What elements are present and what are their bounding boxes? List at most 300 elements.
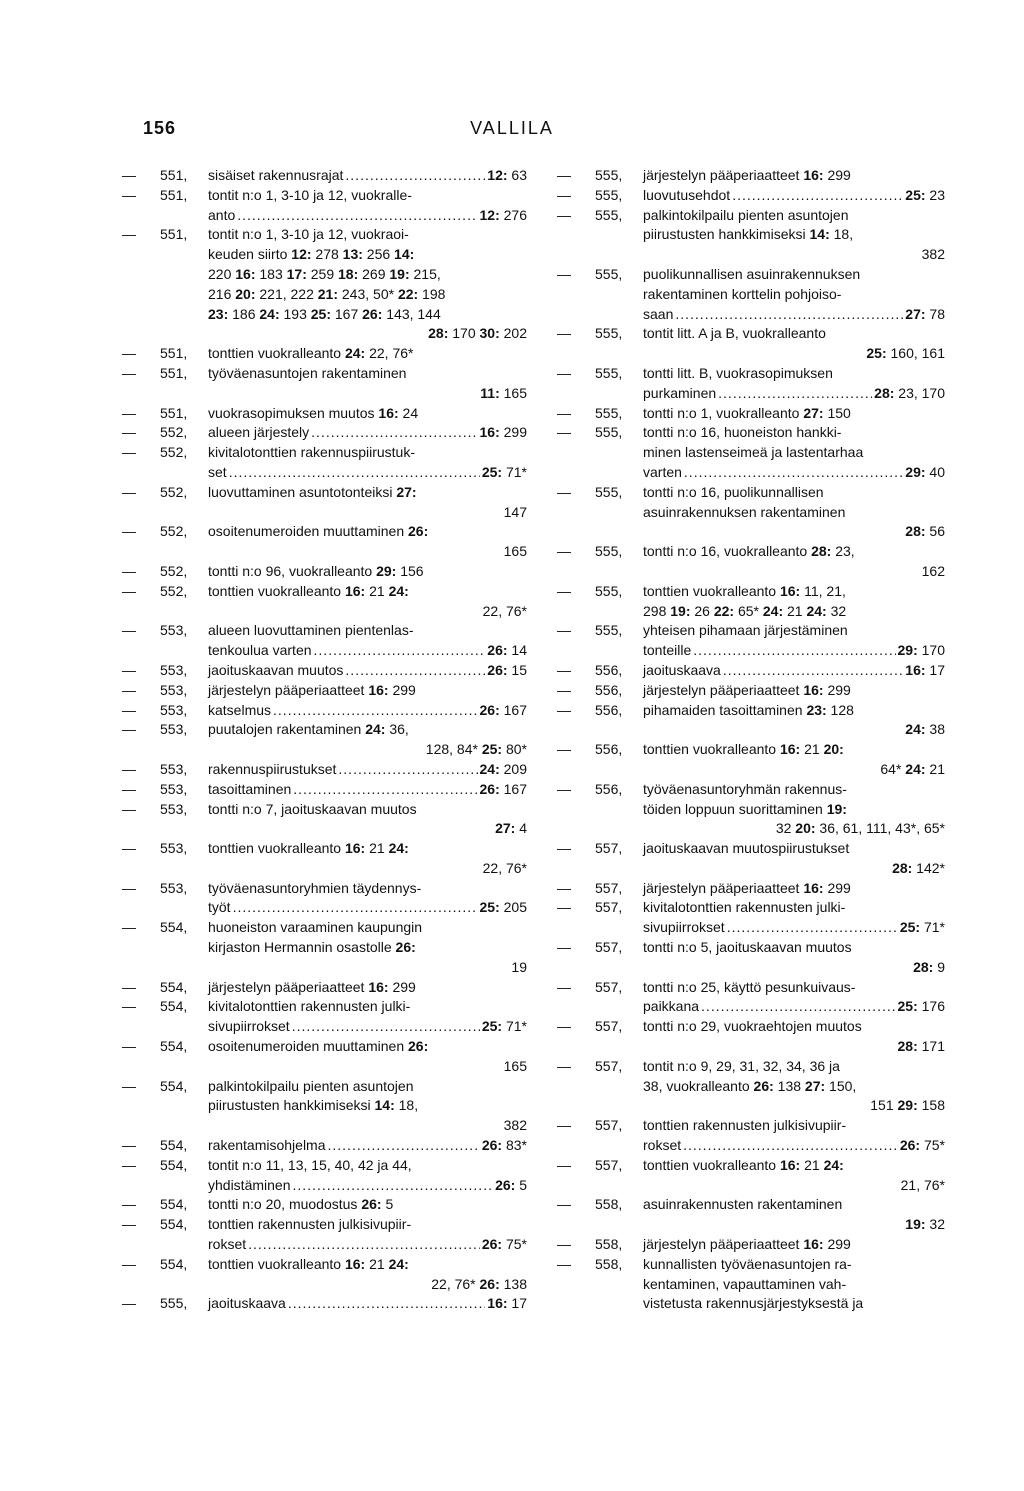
entry-line	[122, 186, 527, 206]
leader-dots	[345, 166, 485, 186]
page-reference: 26: 5	[495, 1176, 527, 1193]
entry-number: — 557,	[557, 1117, 623, 1134]
entry-text: luovutusehdot	[643, 186, 731, 203]
entry-line	[557, 1096, 945, 1116]
page-reference: 26: 75*	[481, 1236, 527, 1253]
index-entry	[122, 760, 527, 780]
index-entry	[122, 404, 527, 424]
index-entry	[557, 839, 945, 879]
entry-text: minen lastenseimeä ja lastentarhaa	[643, 444, 864, 461]
entry-text: 220 16: 183 17: 259 18: 269 19: 215,	[208, 265, 441, 282]
entry-line	[122, 1195, 527, 1215]
page-reference: 28: 171	[897, 1038, 945, 1055]
entry-number: — 557,	[557, 899, 623, 916]
entry-text: jaoituskaavan muutos	[208, 661, 344, 678]
page-reference: 12: 276	[479, 206, 527, 223]
page-reference: 25: 71*	[899, 919, 945, 936]
page-reference: 28: 23, 170	[874, 384, 945, 401]
entry-number: — 554,	[122, 1216, 188, 1233]
entry-number: — 552,	[122, 582, 188, 599]
index-entry	[122, 1037, 527, 1077]
page-reference: 16: 299	[479, 424, 527, 441]
entry-text: kivitalotonttien rakennusten julki-	[208, 998, 411, 1015]
entry-line	[557, 879, 945, 899]
entry-number: — 554,	[122, 998, 188, 1015]
index-entry	[557, 701, 945, 741]
entry-number: — 558,	[557, 1236, 623, 1253]
entry-number: — 555,	[557, 325, 623, 342]
entry-text: jaoituskaava	[208, 1295, 286, 1312]
entry-text: 38, vuokralleanto 26: 138 27: 150,	[643, 1077, 857, 1094]
entry-line	[122, 839, 527, 859]
entry-text: rakentaminen korttelin pohjoiso-	[643, 285, 842, 302]
leader-dots	[273, 701, 477, 721]
entry-text: tonttien vuokralleanto 16: 21 24:	[208, 582, 409, 599]
running-title: VALLILA	[470, 118, 554, 138]
entry-text: luovuttaminen asuntotonteiksi 27:	[208, 483, 417, 500]
entry-line	[557, 1057, 945, 1077]
entry-text: palkintokilpailu pienten asuntojen	[643, 206, 849, 223]
entry-line	[557, 621, 945, 641]
entry-text: 216 20: 221, 222 21: 243, 50* 22: 198	[208, 285, 446, 302]
page-reference: 165	[503, 1057, 527, 1074]
leader-dots	[293, 1176, 494, 1196]
entry-number: — 556,	[557, 681, 623, 698]
entry-line	[122, 898, 527, 918]
page-reference: 24: 209	[479, 760, 527, 777]
entry-number: — 554,	[122, 1255, 188, 1272]
page-reference: 16: 17	[487, 1295, 527, 1312]
entry-number: — 555,	[557, 483, 623, 500]
page-reference: 26: 75*	[899, 1137, 945, 1154]
entry-line	[122, 404, 527, 424]
entry-text: järjestelyn pääperiaatteet 16: 299	[643, 681, 851, 698]
entry-line	[122, 542, 527, 562]
index-entry	[557, 938, 945, 978]
index-entry	[122, 918, 527, 977]
entry-line	[557, 859, 945, 879]
entry-number: — 551,	[122, 364, 188, 381]
index-entry	[122, 1255, 527, 1295]
index-entry	[557, 1235, 945, 1255]
entry-line	[122, 364, 527, 384]
entry-number: — 553,	[122, 721, 188, 738]
entry-line	[557, 839, 945, 859]
entry-number: — 552,	[122, 424, 188, 441]
entry-line	[122, 879, 527, 899]
leader-dots	[229, 463, 480, 483]
entry-text: kivitalotonttien rakennuspiirustuk-	[208, 444, 415, 461]
entry-line	[557, 997, 945, 1017]
entry-line	[122, 760, 527, 780]
leader-dots	[684, 463, 903, 483]
entry-line	[557, 898, 945, 918]
index-entry	[557, 483, 945, 542]
entry-text: pihamaiden tasoittaminen 23: 128	[643, 701, 854, 718]
entry-text: jaoituskaavan muutospiirustukset	[643, 840, 850, 857]
entry-line	[122, 602, 527, 622]
page-reference: 21, 76*	[900, 1176, 945, 1193]
entry-text: puutalojen rakentaminen 24: 36,	[208, 721, 409, 738]
entry-line	[557, 186, 945, 206]
entry-number: — 555,	[122, 1295, 188, 1312]
entry-number: — 556,	[557, 780, 623, 797]
index-entry	[557, 1156, 945, 1196]
entry-number: — 557,	[557, 840, 623, 857]
entry-line	[557, 661, 945, 681]
index-entry	[557, 404, 945, 424]
entry-text: järjestelyn pääperiaatteet 16: 299	[208, 978, 416, 995]
entry-line	[122, 344, 527, 364]
page-reference: 25: 176	[897, 998, 945, 1015]
entry-number: — 557,	[557, 879, 623, 896]
index-entry	[557, 978, 945, 1018]
entry-text: piirustusten hankkimiseksi 14: 18,	[643, 226, 854, 243]
entry-line	[557, 166, 945, 186]
entry-number: — 555,	[557, 206, 623, 223]
entry-text: asuinrakennusten rakentaminen	[643, 1196, 843, 1213]
entry-text: työväenasuntojen rakentaminen	[208, 364, 407, 381]
entry-number: — 554,	[122, 1137, 188, 1154]
entry-line	[122, 1235, 527, 1255]
page-reference: 128, 84* 25: 80*	[425, 741, 527, 758]
index-entry	[122, 661, 527, 681]
entry-line	[557, 938, 945, 958]
leader-dots	[292, 1017, 480, 1037]
entry-line	[122, 1077, 527, 1097]
entry-text: tonteille	[643, 642, 692, 659]
index-entry	[122, 1215, 527, 1255]
entry-line	[557, 681, 945, 701]
index-entry	[122, 720, 527, 760]
entry-line	[557, 542, 945, 562]
entry-text: piirustusten hankkimiseksi 14: 18,	[208, 1097, 419, 1114]
page-reference: 27: 78	[905, 305, 945, 322]
entry-line	[557, 918, 945, 938]
index-entry	[122, 1195, 527, 1215]
page-reference: 12: 63	[487, 167, 527, 183]
entry-text: tonttien vuokralleanto 16: 11, 21,	[643, 582, 846, 599]
entry-line	[122, 800, 527, 820]
page-reference: 29: 40	[905, 463, 945, 480]
entry-text: tonttien vuokralleanto 16: 21 20:	[643, 741, 844, 758]
entry-line	[122, 265, 527, 285]
entry-text: työväenasuntoryhmien täydennys-	[208, 879, 422, 896]
index-entry	[557, 898, 945, 938]
entry-text: asuinrakennuksen rakentaminen	[643, 503, 846, 520]
entry-line	[557, 562, 945, 582]
entry-number: — 555,	[557, 622, 623, 639]
entry-line	[122, 859, 527, 879]
entry-text: tontti n:o 7, jaoituskaavan muutos	[208, 800, 417, 817]
entry-text: työt	[208, 899, 231, 916]
entry-line	[122, 1037, 527, 1057]
page-reference: 25: 71*	[481, 463, 527, 480]
page-reference: 26: 167	[479, 701, 527, 718]
index-entry	[122, 681, 527, 701]
index-entry	[557, 206, 945, 265]
entry-line	[557, 344, 945, 364]
entry-number: — 557,	[557, 1057, 623, 1074]
entry-text: kentaminen, vapauttaminen vah-	[643, 1275, 847, 1292]
index-entry	[557, 186, 945, 206]
entry-text: varten	[643, 463, 682, 480]
entry-text: tontit n:o 11, 13, 15, 40, 42 ja 44,	[208, 1156, 412, 1173]
entry-text: alueen luovuttaminen pientenlas-	[208, 622, 414, 639]
entry-text: vuokrasopimuksen muutos 16: 24	[208, 404, 419, 421]
entry-text: puolikunnallisen asuinrakennuksen	[643, 265, 861, 282]
entry-line	[122, 1176, 527, 1196]
entry-text: paikkana	[643, 998, 700, 1015]
entry-text: järjestelyn pääperiaatteet 16: 299	[643, 1236, 851, 1253]
index-entry	[122, 1077, 527, 1136]
entry-number: — 557,	[557, 1018, 623, 1035]
entry-text: keuden siirto 12: 278 13: 256 14:	[208, 246, 415, 263]
entry-number: — 551,	[122, 226, 188, 243]
entry-line	[122, 1255, 527, 1275]
index-entry	[122, 582, 527, 622]
entry-line	[122, 1096, 527, 1116]
leader-dots	[718, 384, 872, 404]
entry-line	[557, 1275, 945, 1295]
entry-text: sisäiset rakennusrajat	[208, 167, 344, 183]
entry-text: kivitalotonttien rakennusten julki-	[643, 899, 846, 916]
entry-number: — 553,	[122, 681, 188, 698]
entry-line	[557, 720, 945, 740]
page-reference: 26: 15	[487, 661, 527, 678]
entry-line	[122, 463, 527, 483]
index-entry	[557, 1057, 945, 1116]
page-reference: 162	[921, 562, 945, 579]
index-entry	[557, 740, 945, 780]
entry-number: — 558,	[557, 1196, 623, 1213]
leader-dots	[338, 760, 477, 780]
entry-line	[122, 503, 527, 523]
page-reference: 19: 32	[905, 1216, 945, 1233]
page-reference: 22, 76*	[482, 602, 527, 619]
entry-text: tontit n:o 1, 3-10 ja 12, vuokralle-	[208, 186, 412, 203]
entry-line	[122, 1017, 527, 1037]
entry-text: tontti n:o 29, vuokraehtojen muutos	[643, 1018, 862, 1035]
entry-text: tonttien vuokralleanto 16: 21 24:	[643, 1156, 844, 1173]
index-entry	[557, 681, 945, 701]
entry-line	[122, 1215, 527, 1235]
entry-line	[122, 324, 527, 344]
page-reference: 22, 76*	[482, 859, 527, 876]
entry-number: — 553,	[122, 701, 188, 718]
entry-text: työväenasuntoryhmän rakennus-	[643, 780, 847, 797]
entry-text: rokset	[208, 1236, 247, 1253]
index-entry	[122, 800, 527, 840]
entry-line	[122, 661, 527, 681]
entry-text: palkintokilpailu pienten asuntojen	[208, 1077, 414, 1094]
page-reference: 28: 56	[905, 523, 945, 540]
entry-line	[122, 819, 527, 839]
entry-line	[122, 1156, 527, 1176]
entry-number: — 554,	[122, 919, 188, 936]
index-entry	[122, 562, 527, 582]
entry-number: — 553,	[122, 879, 188, 896]
index-entry	[557, 1116, 945, 1156]
entry-number: — 556,	[557, 661, 623, 678]
index-entry	[557, 780, 945, 839]
index-entry	[557, 542, 945, 582]
leader-dots	[237, 206, 477, 226]
entry-line	[557, 701, 945, 721]
index-entry	[557, 423, 945, 482]
entry-text: tontit litt. A ja B, vuokralleanto	[643, 325, 826, 342]
entry-text: tontti n:o 20, muodostus 26: 5	[208, 1196, 394, 1213]
entry-number: — 554,	[122, 1077, 188, 1094]
leader-dots	[693, 641, 895, 661]
entry-number: — 553,	[122, 661, 188, 678]
entry-text: kirjaston Hermannin osastolle 26:	[208, 939, 416, 956]
entry-line	[557, 324, 945, 344]
entry-text: rakennuspiirustukset	[208, 760, 337, 777]
entry-line	[122, 938, 527, 958]
entry-line	[122, 384, 527, 404]
entry-text: yhteisen pihamaan järjestäminen	[643, 622, 848, 639]
entry-line	[557, 522, 945, 542]
index-entry	[122, 443, 527, 483]
entry-line	[122, 997, 527, 1017]
entry-number: — 557,	[557, 1156, 623, 1173]
entry-line	[557, 641, 945, 661]
entry-text: järjestelyn pääperiaatteet 16: 299	[643, 879, 851, 896]
entry-text: tontti n:o 96, vuokralleanto 29: 156	[208, 562, 424, 579]
page-reference: 64* 24: 21	[880, 760, 945, 777]
entry-line	[122, 740, 527, 760]
entry-text: tonttien vuokralleanto 16: 21 24:	[208, 840, 409, 857]
index-entry	[122, 879, 527, 919]
entry-text: set	[208, 463, 227, 480]
page-reference: 28: 170 30: 202	[428, 325, 527, 342]
entry-line	[122, 423, 527, 443]
entry-text: vistetusta rakennusjärjestyksestä ja	[643, 1295, 864, 1312]
entry-number: — 558,	[557, 1255, 623, 1272]
entry-text: tontti n:o 1, vuokralleanto 27: 150	[643, 404, 851, 421]
page-reference: 151 29: 158	[870, 1097, 945, 1114]
entry-line	[557, 285, 945, 305]
entry-line	[122, 1057, 527, 1077]
entry-text: osoitenumeroiden muuttaminen 26:	[208, 1038, 429, 1055]
entry-line	[557, 423, 945, 443]
entry-text: katselmus	[208, 701, 272, 718]
entry-number: — 553,	[122, 780, 188, 797]
entry-text: saan	[643, 305, 674, 322]
entry-text: jaoituskaava	[643, 661, 721, 678]
entry-text: tontit n:o 9, 29, 31, 32, 34, 36 ja	[643, 1057, 840, 1074]
entry-number: — 553,	[122, 840, 188, 857]
entry-line	[122, 245, 527, 265]
index-column-right	[557, 166, 945, 1314]
entry-line	[122, 1275, 527, 1295]
leader-dots	[701, 997, 895, 1017]
entry-line	[557, 978, 945, 998]
entry-line	[122, 305, 527, 325]
leader-dots	[732, 186, 903, 206]
entry-line	[122, 1294, 527, 1314]
entry-line	[557, 1077, 945, 1097]
entry-line	[557, 245, 945, 265]
entry-line	[557, 1176, 945, 1196]
entry-line	[557, 384, 945, 404]
page-reference: 26: 167	[479, 780, 527, 797]
entry-text: tasoittaminen	[208, 780, 292, 797]
entry-number: — 555,	[557, 265, 623, 282]
index-entry	[122, 344, 527, 364]
entry-number: — 552,	[122, 444, 188, 461]
entry-number: — 555,	[557, 424, 623, 441]
entry-line	[122, 522, 527, 542]
entry-number: — 553,	[122, 760, 188, 777]
index-entry	[557, 324, 945, 364]
entry-text: järjestelyn pääperiaatteet 16: 299	[643, 167, 851, 183]
page-reference: 25: 71*	[481, 1018, 527, 1035]
index-entry	[557, 621, 945, 661]
entry-line	[122, 720, 527, 740]
entry-line	[122, 918, 527, 938]
entry-number: — 557,	[557, 939, 623, 956]
page-reference: 32 20: 36, 61, 111, 43*, 65*	[775, 820, 945, 837]
entry-text: tenkoulua varten	[208, 642, 312, 659]
entry-number: — 555,	[557, 186, 623, 203]
entry-number: — 552,	[122, 523, 188, 540]
index-entry	[122, 166, 527, 186]
leader-dots	[683, 1136, 898, 1156]
index-entry	[557, 879, 945, 899]
entry-line	[122, 621, 527, 641]
leader-dots	[233, 898, 478, 918]
leader-dots	[727, 918, 898, 938]
entry-number: — 556,	[557, 701, 623, 718]
entry-text: kunnallisten työväenasuntojen ra-	[643, 1255, 852, 1272]
entry-text: tonttien vuokralleanto 24: 22, 76*	[208, 345, 414, 362]
entry-line	[557, 1136, 945, 1156]
index-entry	[557, 364, 945, 404]
entry-line	[557, 206, 945, 226]
entry-line	[122, 1116, 527, 1136]
entry-text: rakentamisohjelma	[208, 1137, 326, 1154]
entry-line	[557, 483, 945, 503]
index-entry	[122, 978, 527, 998]
entry-line	[557, 958, 945, 978]
page-reference: 382	[503, 1117, 527, 1134]
entry-line	[557, 1195, 945, 1215]
leader-dots	[675, 305, 903, 325]
index-entry	[557, 1017, 945, 1057]
index-entry	[557, 661, 945, 681]
entry-line	[557, 1116, 945, 1136]
entry-number: — 551,	[122, 345, 188, 362]
entry-number: — 555,	[557, 364, 623, 381]
entry-text: töiden loppuun suorittaminen 19:	[643, 800, 847, 817]
entry-line	[557, 443, 945, 463]
entry-text: tontti n:o 16, vuokralleanto 28: 23,	[643, 543, 855, 560]
entry-line	[122, 978, 527, 998]
entry-line	[557, 463, 945, 483]
page-reference: 16: 17	[905, 661, 945, 678]
entry-text: rokset	[643, 1137, 682, 1154]
entry-line	[122, 562, 527, 582]
entry-number: — 555,	[557, 167, 623, 183]
index-entry	[122, 839, 527, 879]
index-entry	[557, 1195, 945, 1235]
entry-text: osoitenumeroiden muuttaminen 26:	[208, 523, 429, 540]
entry-line	[122, 780, 527, 800]
entry-text: tonttien rakennusten julkisivupiir-	[208, 1216, 412, 1233]
page-reference: 382	[921, 246, 945, 263]
